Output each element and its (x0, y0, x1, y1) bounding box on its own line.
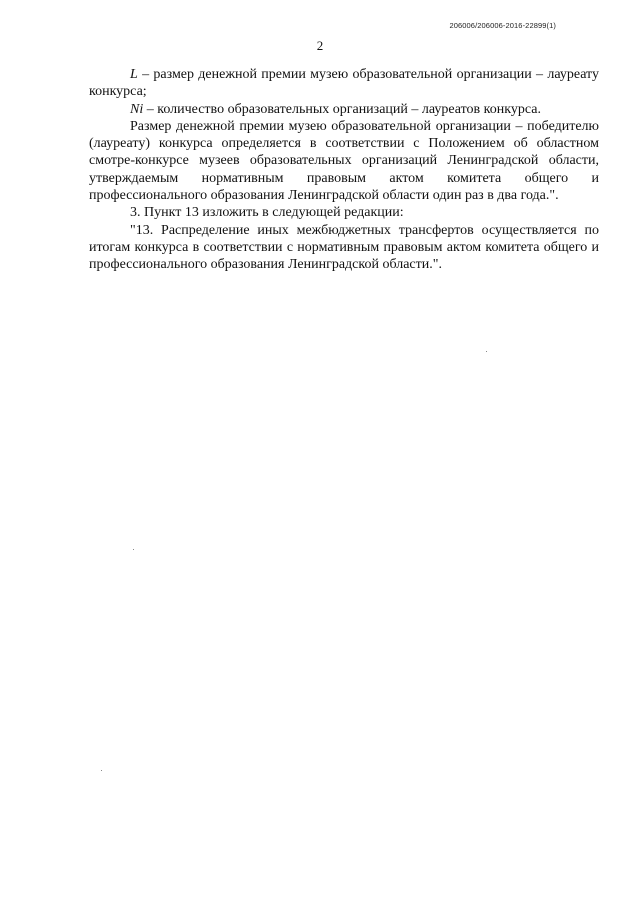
variable-ni: Ni (130, 101, 144, 117)
paragraph-l-text: – размер денежной премии музею образовательной организации – лауреату конкурса; (89, 67, 599, 100)
paragraph-item-3: 3. Пункт 13 изложить в следующей редакции: (130, 205, 404, 221)
paragraph-prize-amount: Размер денежной премии музею образовательной организации – победителю (лауреату) конкурса определяется в соответствии с Положением об областном смотре-конкурсе музеев образовательных организаций Ленинградской области, утверждаемым нормативным правовым актом комитета общего и профессионального образования Ленинградской области один раз в два года.". (89, 118, 599, 204)
scan-speck (101, 770, 102, 771)
document-body (89, 66, 599, 274)
paragraph-item-13-text: "13. Распределение иных межбюджетных трансфертов осуществляется по итогам конкурса в соответствии с нормативным правовым актом комитета общего и профессионального образования Ленинградской области.". (89, 222, 599, 273)
scan-speck (486, 351, 487, 352)
variable-l: L (130, 67, 138, 82)
paragraph-l-definition (89, 66, 599, 101)
page-number: 2 (316, 38, 324, 53)
document-id: 206006/206006-2016-22899(1) (449, 21, 556, 30)
scan-speck (133, 549, 134, 550)
paragraph-ni-text: – количество образовательных организаций – лауреатов конкурса. (143, 101, 541, 117)
paragraph-ni-definition (89, 101, 599, 118)
